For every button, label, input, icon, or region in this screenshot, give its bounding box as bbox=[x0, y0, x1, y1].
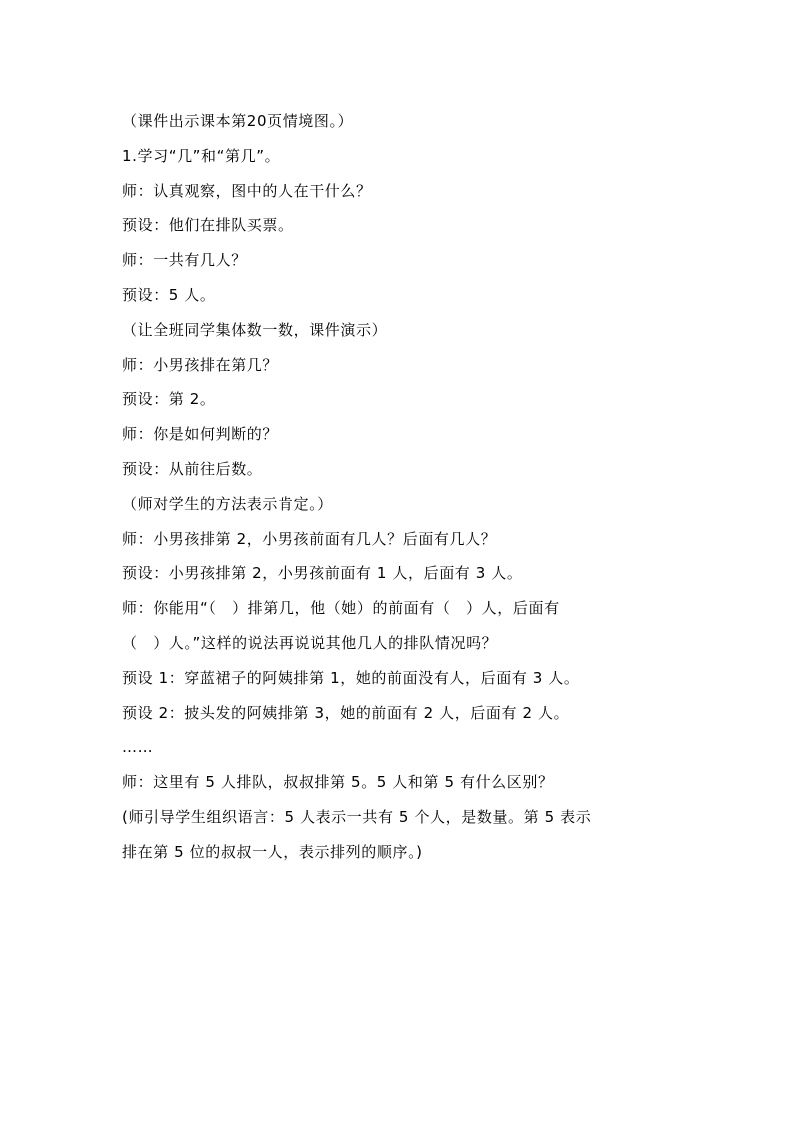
text-line-expected-answer-6a: 预设 1：穿蓝裙子的阿姨排第 1，她的前面没有人，后面有 3 人。 bbox=[122, 668, 580, 687]
document-body bbox=[122, 104, 682, 870]
text-line-teacher-question-4: 师：你是如何判断的？ bbox=[122, 425, 279, 444]
text-line-teacher-question-1: 师：认真观察，图中的人在干什么？ bbox=[122, 181, 372, 200]
text-line-expected-answer-3: 预设：第 2。 bbox=[122, 390, 216, 409]
text-line-expected-answer-4: 预设：从前往后数。 bbox=[122, 459, 263, 478]
text-line-teacher-question-6-part-1: 师：你能用“（ ）排第几，他（她）的前面有（ ）人，后面有 bbox=[122, 599, 560, 618]
text-line-expected-answer-6b: 预设 2：披头发的阿姨排第 3，她的前面有 2 人，后面有 2 人。 bbox=[122, 703, 570, 722]
text-line-class-count-note: （让全班同学集体数一数，课件演示） bbox=[122, 320, 388, 339]
text-line-teacher-question-6-part-2: （ ）人。”这样的说法再说说其他几人的排队情况吗？ bbox=[122, 633, 498, 652]
text-line-expected-answer-5: 预设：小男孩排第 2，小男孩前面有 1 人，后面有 3 人。 bbox=[122, 564, 523, 583]
text-line-teacher-question-7: 师：这里有 5 人排队，叔叔排第 5。5 人和第 5 有什么区别？ bbox=[122, 773, 554, 792]
text-line-teacher-question-2: 师：一共有几人？ bbox=[122, 251, 247, 270]
text-line-expected-answer-2: 预设：5 人。 bbox=[122, 285, 216, 304]
text-line-expected-answer-1: 预设：他们在排队买票。 bbox=[122, 216, 294, 235]
text-line-teacher-question-3: 师：小男孩排在第几？ bbox=[122, 355, 279, 374]
text-line-ellipsis: …… bbox=[122, 738, 154, 757]
text-line-teacher-guidance-part-1: (师引导学生组织语言：5 人表示一共有 5 个人，是数量。第 5 表示 bbox=[122, 807, 592, 826]
text-line-courseware-note: （课件出示课本第20页情境图。） bbox=[122, 112, 354, 130]
text-line-teacher-guidance-part-2: 排在第 5 位的叔叔一人，表示排列的顺序。) bbox=[122, 842, 423, 861]
text-line-teacher-affirm-note: （师对学生的方法表示肯定。） bbox=[122, 494, 333, 513]
text-line-section-heading: 1.学习“几”和“第几”。 bbox=[122, 146, 281, 165]
text-line-teacher-question-5: 师：小男孩排第 2，小男孩前面有几人？后面有几人？ bbox=[122, 529, 497, 548]
